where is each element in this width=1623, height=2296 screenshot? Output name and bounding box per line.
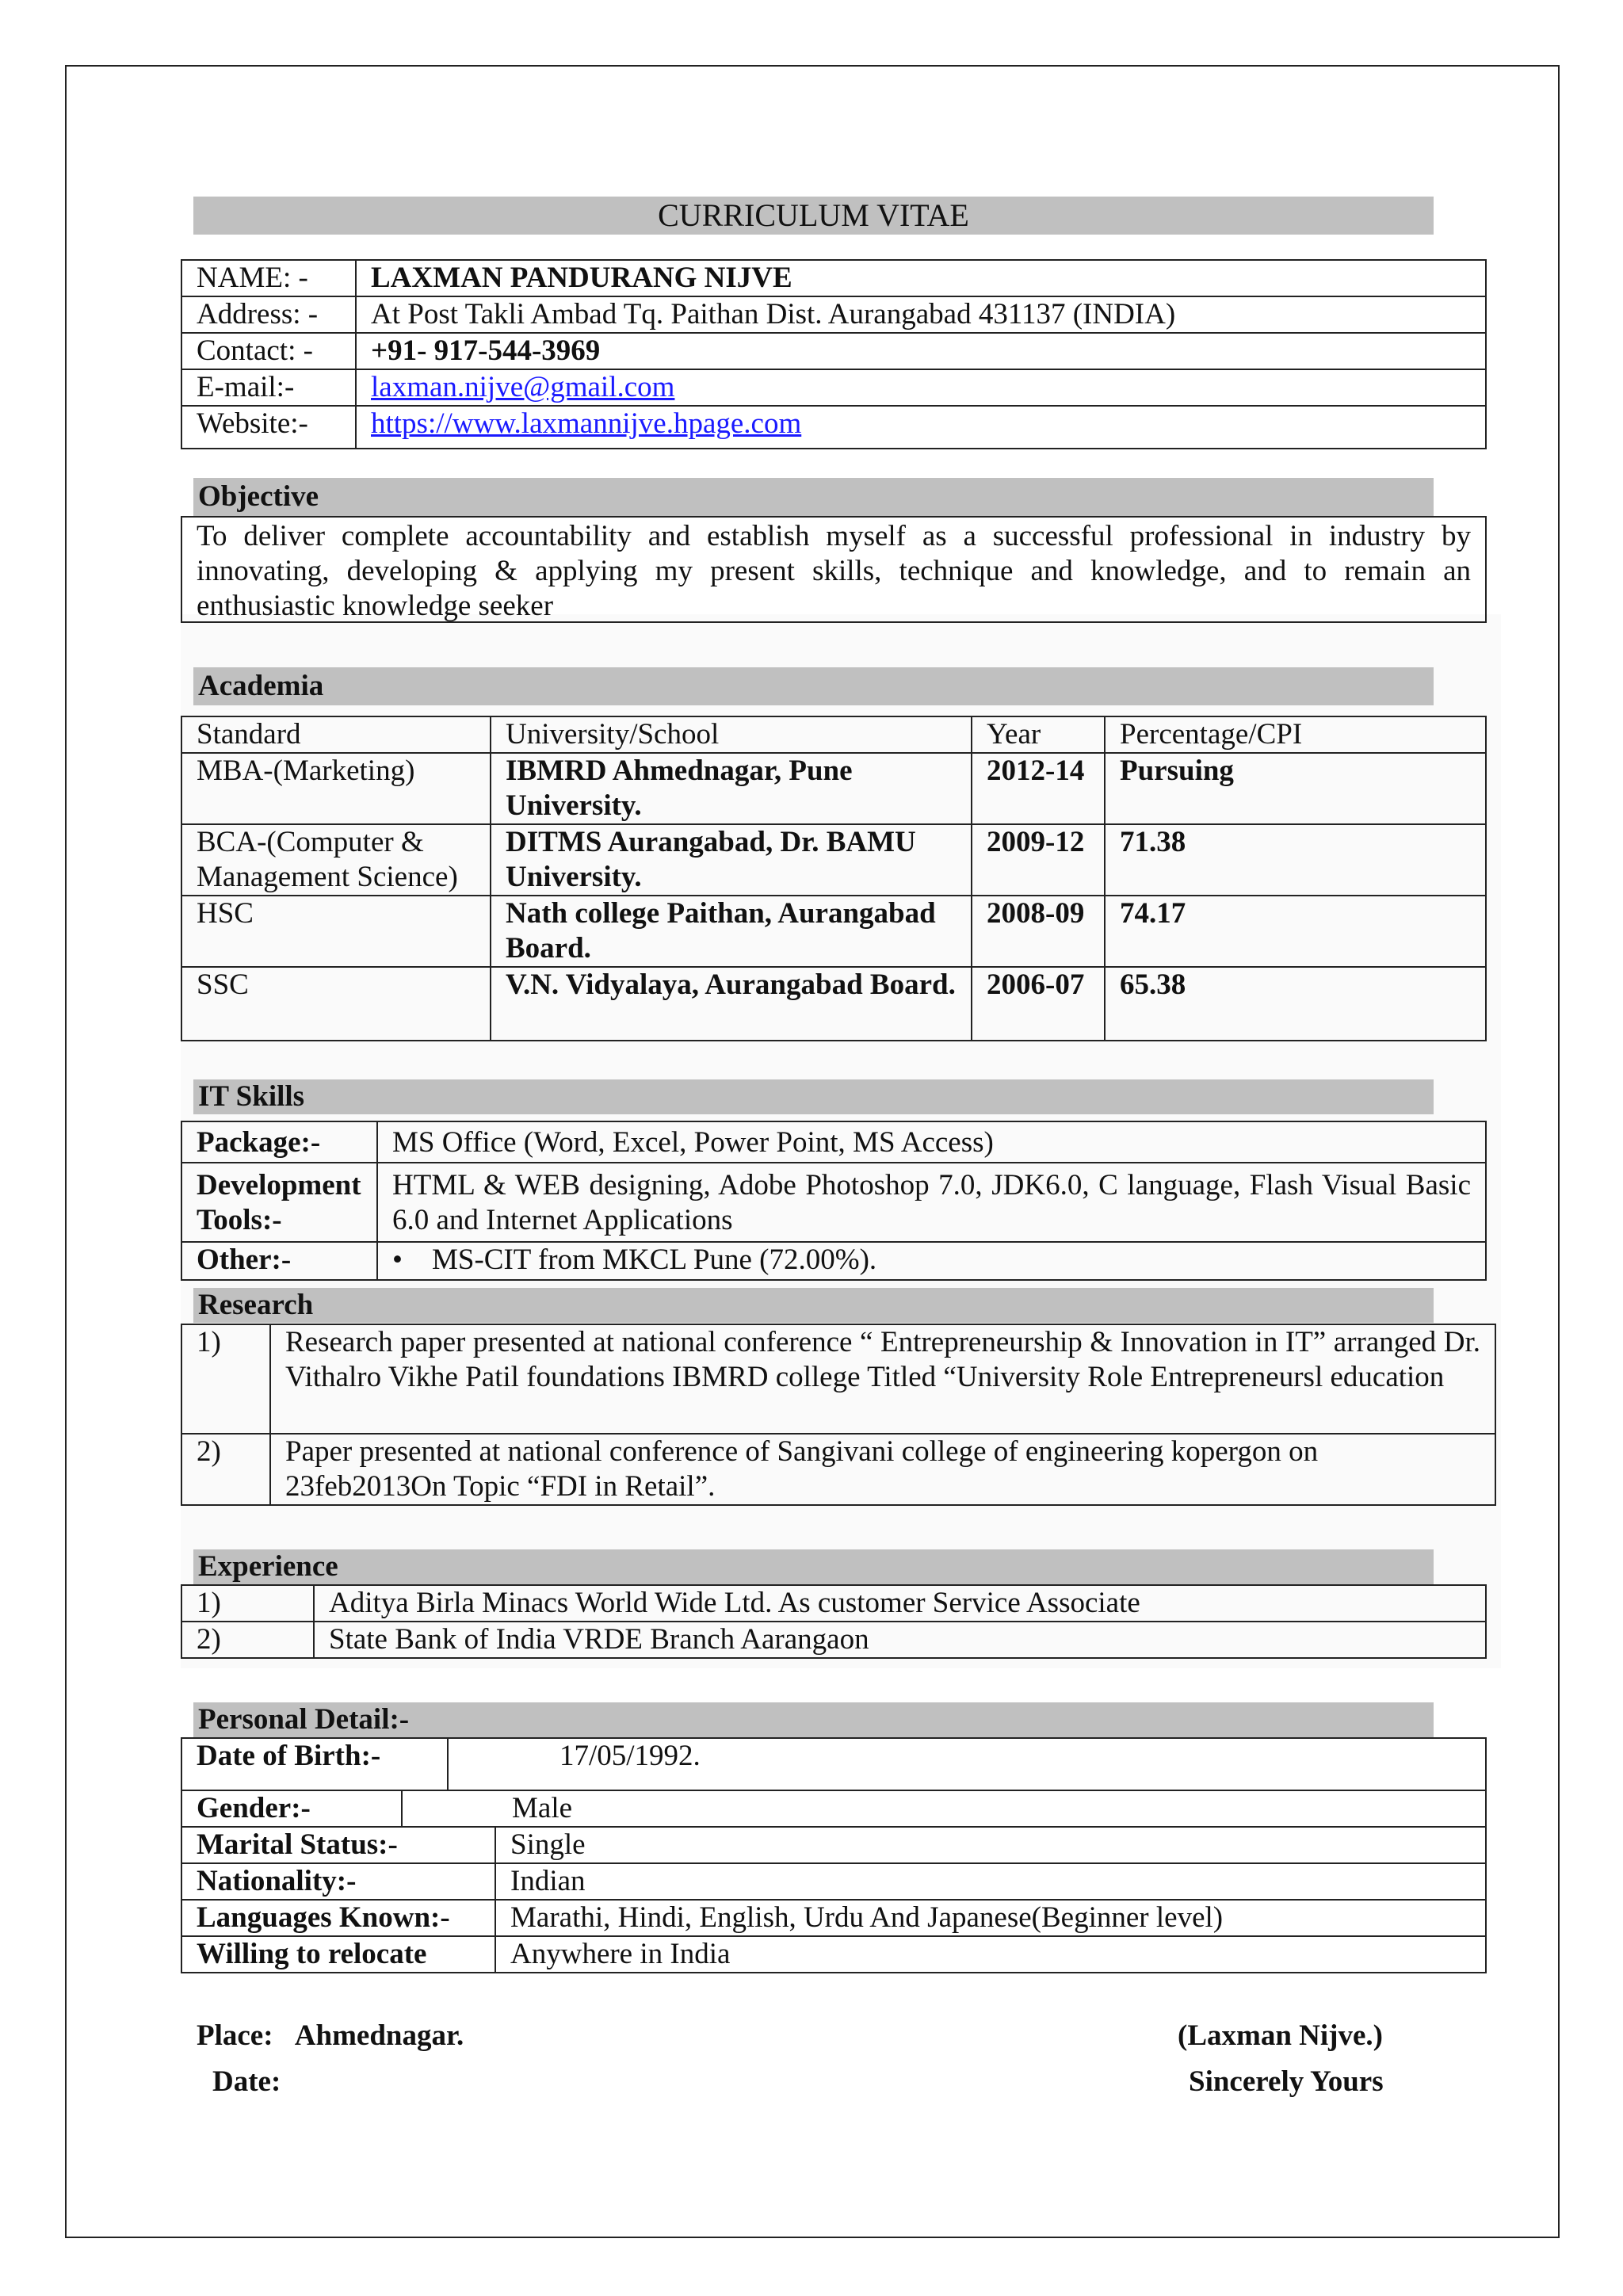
column-header: Year [972,716,1105,753]
experience-text: State Bank of India VRDE Branch Aarangaon [314,1622,1486,1658]
experience-row [181,1622,1486,1658]
bullet-icon: • [392,1244,403,1276]
contact-label: E-mail:- [181,369,356,406]
column-header: Standard [181,716,491,753]
skill-label: Other:- [181,1242,377,1280]
research-heading: Research [193,1288,1434,1323]
year-cell: 2006-07 [972,967,1105,1041]
personal-value: Anywhere in India [495,1936,1486,1973]
skill-row [181,1163,1486,1242]
website-link[interactable]: https://www.laxmannijve.hpage.com [371,407,802,440]
column-header: Percentage/CPI [1105,716,1486,753]
research-number: 1) [181,1324,270,1434]
objective-heading: Objective [193,478,1434,516]
standard-cell: MBA-(Marketing) [181,753,491,824]
school-cell: Nath college Paithan, Aurangabad Board. [491,896,972,967]
personal-row [181,1738,1486,1790]
academia-heading: Academia [193,667,1434,705]
personal-value: Male [402,1790,1486,1827]
table-header-row [181,716,1486,753]
personal-row [181,1863,1486,1900]
personal-value: Single [495,1827,1486,1863]
year-cell: 2012-14 [972,753,1105,824]
place-line [197,2019,464,2053]
personal-row [181,1900,1486,1936]
skill-label: Package:- [181,1121,377,1163]
skill-label: Development Tools:- [181,1163,377,1242]
personal-dob-table [181,1737,1487,1791]
personal-heading: Personal Detail:- [193,1702,1434,1737]
skill-value [377,1242,1486,1280]
closing-text: Sincerely Yours [1189,2065,1384,2098]
experience-table [181,1584,1487,1659]
experience-heading: Experience [193,1549,1434,1584]
school-cell: V.N. Vidyalaya, Aurangabad Board. [491,967,972,1041]
experience-number: 1) [181,1585,314,1622]
experience-number: 2) [181,1622,314,1658]
it-skills-table [181,1121,1487,1281]
contact-label: Contact: - [181,333,356,369]
personal-gender-table [181,1790,1487,1828]
contact-label: Address: - [181,296,356,333]
contact-row [181,406,1486,449]
skill-value: HTML & WEB designing, Adobe Photoshop 7.0, JDK6.0, C language, Flash Visual Basic 6.0 and Internet Applications [377,1163,1486,1242]
contact-value: At Post Takli Ambad Tq. Paithan Dist. Aurangabad 431137 (INDIA) [356,296,1486,333]
score-cell: 71.38 [1105,824,1486,896]
research-number: 2) [181,1434,270,1505]
school-cell: IBMRD Ahmednagar, Pune University. [491,753,972,824]
contact-table [181,259,1487,449]
date-label: Date: [212,2065,281,2098]
school-cell: DITMS Aurangabad, Dr. BAMU University. [491,824,972,896]
personal-value: Marathi, Hindi, English, Urdu And Japanese(Beginner level) [495,1900,1486,1936]
contact-label: Website:- [181,406,356,449]
personal-label: Gender:- [181,1790,402,1827]
personal-label: Date of Birth:- [181,1738,448,1790]
research-text: Research paper presented at national conference “ Entrepreneurship & Innovation in IT” arranged Dr. Vithalro Vikhe Patil foundations IBMRD college Titled “University Role Entrepreneursl education [270,1324,1495,1434]
research-row [181,1324,1495,1434]
personal-table [181,1826,1487,1973]
skill-bullet-text: MS-CIT from MKCL Pune (72.00%). [432,1244,877,1276]
research-text: Paper presented at national conference of Sangivani college of engineering kopergon on 23feb2013On Topic “FDI in Retail”. [270,1434,1495,1505]
skill-value: MS Office (Word, Excel, Power Point, MS Access) [377,1121,1486,1163]
signature-name: (Laxman Nijve.) [1178,2019,1383,2052]
personal-row [181,1827,1486,1863]
standard-cell: BCA-(Computer & Management Science) [181,824,491,896]
experience-text: Aditya Birla Minacs World Wide Ltd. As customer Service Associate [314,1585,1486,1622]
skill-row [181,1121,1486,1163]
year-cell: 2008-09 [972,896,1105,967]
personal-value: 17/05/1992. [448,1738,1486,1790]
table-row [181,967,1486,1041]
table-row [181,896,1486,967]
skill-row [181,1242,1486,1280]
place-value: Ahmednagar. [294,2019,464,2052]
personal-label: Marital Status:- [181,1827,495,1863]
experience-row [181,1585,1486,1622]
personal-label: Languages Known:- [181,1900,495,1936]
personal-label: Nationality:- [181,1863,495,1900]
contact-row [181,369,1486,406]
contact-value: +91- 917-544-3969 [356,333,1486,369]
column-header: University/School [491,716,972,753]
personal-row [181,1936,1486,1973]
table-row [181,753,1486,824]
contact-row [181,260,1486,296]
table-row [181,824,1486,896]
personal-row [181,1790,1486,1827]
academia-table [181,716,1487,1041]
personal-label: Willing to relocate [181,1936,495,1973]
contact-row [181,333,1486,369]
year-cell: 2009-12 [972,824,1105,896]
standard-cell: HSC [181,896,491,967]
contact-row [181,296,1486,333]
research-table [181,1324,1496,1506]
place-label: Place: [197,2019,273,2052]
contact-value: LAXMAN PANDURANG NIJVE [356,260,1486,296]
standard-cell: SSC [181,967,491,1041]
personal-value: Indian [495,1863,1486,1900]
score-cell: 65.38 [1105,967,1486,1041]
email-link[interactable]: laxman.nijve@gmail.com [371,371,675,403]
score-cell: 74.17 [1105,896,1486,967]
document-title: CURRICULUM VITAE [193,197,1434,235]
contact-label: NAME: - [181,260,356,296]
research-row [181,1434,1495,1505]
objective-text: To deliver complete accountability and establish myself as a successful professional in industry by innovating, developing & applying my present skills, technique and knowledge, and to remain an enthusiastic knowledge seeker [181,516,1487,623]
score-cell: Pursuing [1105,753,1486,824]
it-skills-heading: IT Skills [193,1079,1434,1114]
